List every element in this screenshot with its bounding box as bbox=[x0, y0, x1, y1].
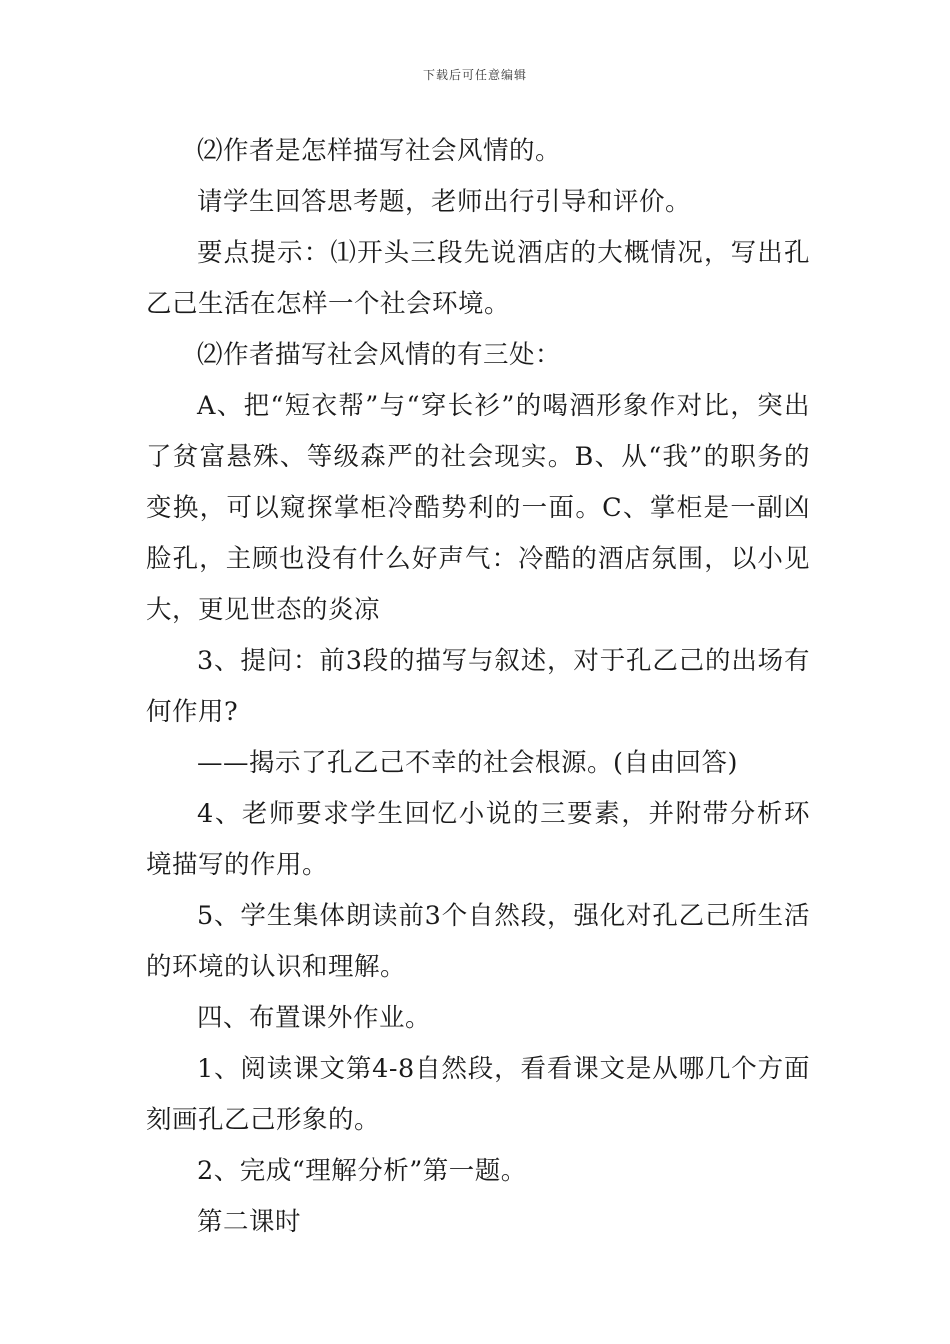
paragraph-step-3: 3、提问：前3段的描写与叙述，对于孔乙己的出场有何作用? bbox=[146, 646, 810, 727]
paragraph-homework-1: 1、阅读课文第4-8自然段，看看课文是从哪几个方面刻画孔乙己形象的。 bbox=[146, 1054, 810, 1135]
paragraph-section-4: 四、布置课外作业。 bbox=[197, 1003, 432, 1033]
page-header: 下载后可任意编辑 bbox=[422, 68, 527, 82]
paragraph-key-points: 要点提示：⑴开头三段先说酒店的大概情况，写出孔乙己生活在怎样一个社会环境。 bbox=[146, 238, 810, 319]
paragraph-homework-2: 2、完成“理解分析”第一题。 bbox=[197, 1156, 527, 1186]
paragraph-step-5: 5、学生集体朗读前3个自然段，强化对孔乙己所生活的环境的认识和理解。 bbox=[146, 901, 810, 982]
paragraph-instruction: 请学生回答思考题，老师出行引导和评价。 bbox=[197, 187, 692, 217]
paragraph-step-4: 4、老师要求学生回忆小说的三要素，并附带分析环境描写的作用。 bbox=[146, 799, 810, 880]
paragraph-question-2: ⑵作者是怎样描写社会风情的。 bbox=[197, 136, 562, 166]
paragraph-abc-points: A、把“短衣帮”与“穿长衫”的喝酒形象作对比，突出了贫富悬殊、等级森严的社会现实。B、从“我”的职务的变换，可以窥探掌柜冷酷势利的一面。C、掌柜是一副凶脸孔，主顾也没有什么好声气：冷酷的酒店氛围，以小见大，更见世态的炎凉 bbox=[146, 391, 810, 625]
document-body bbox=[146, 126, 810, 1248]
paragraph-second-lesson: 第二课时 bbox=[197, 1207, 302, 1237]
paragraph-social-customs: ⑵作者描写社会风情的有三处： bbox=[197, 340, 562, 370]
paragraph-answer: ——揭示了孔乙己不幸的社会根源。(自由回答) bbox=[197, 748, 738, 778]
